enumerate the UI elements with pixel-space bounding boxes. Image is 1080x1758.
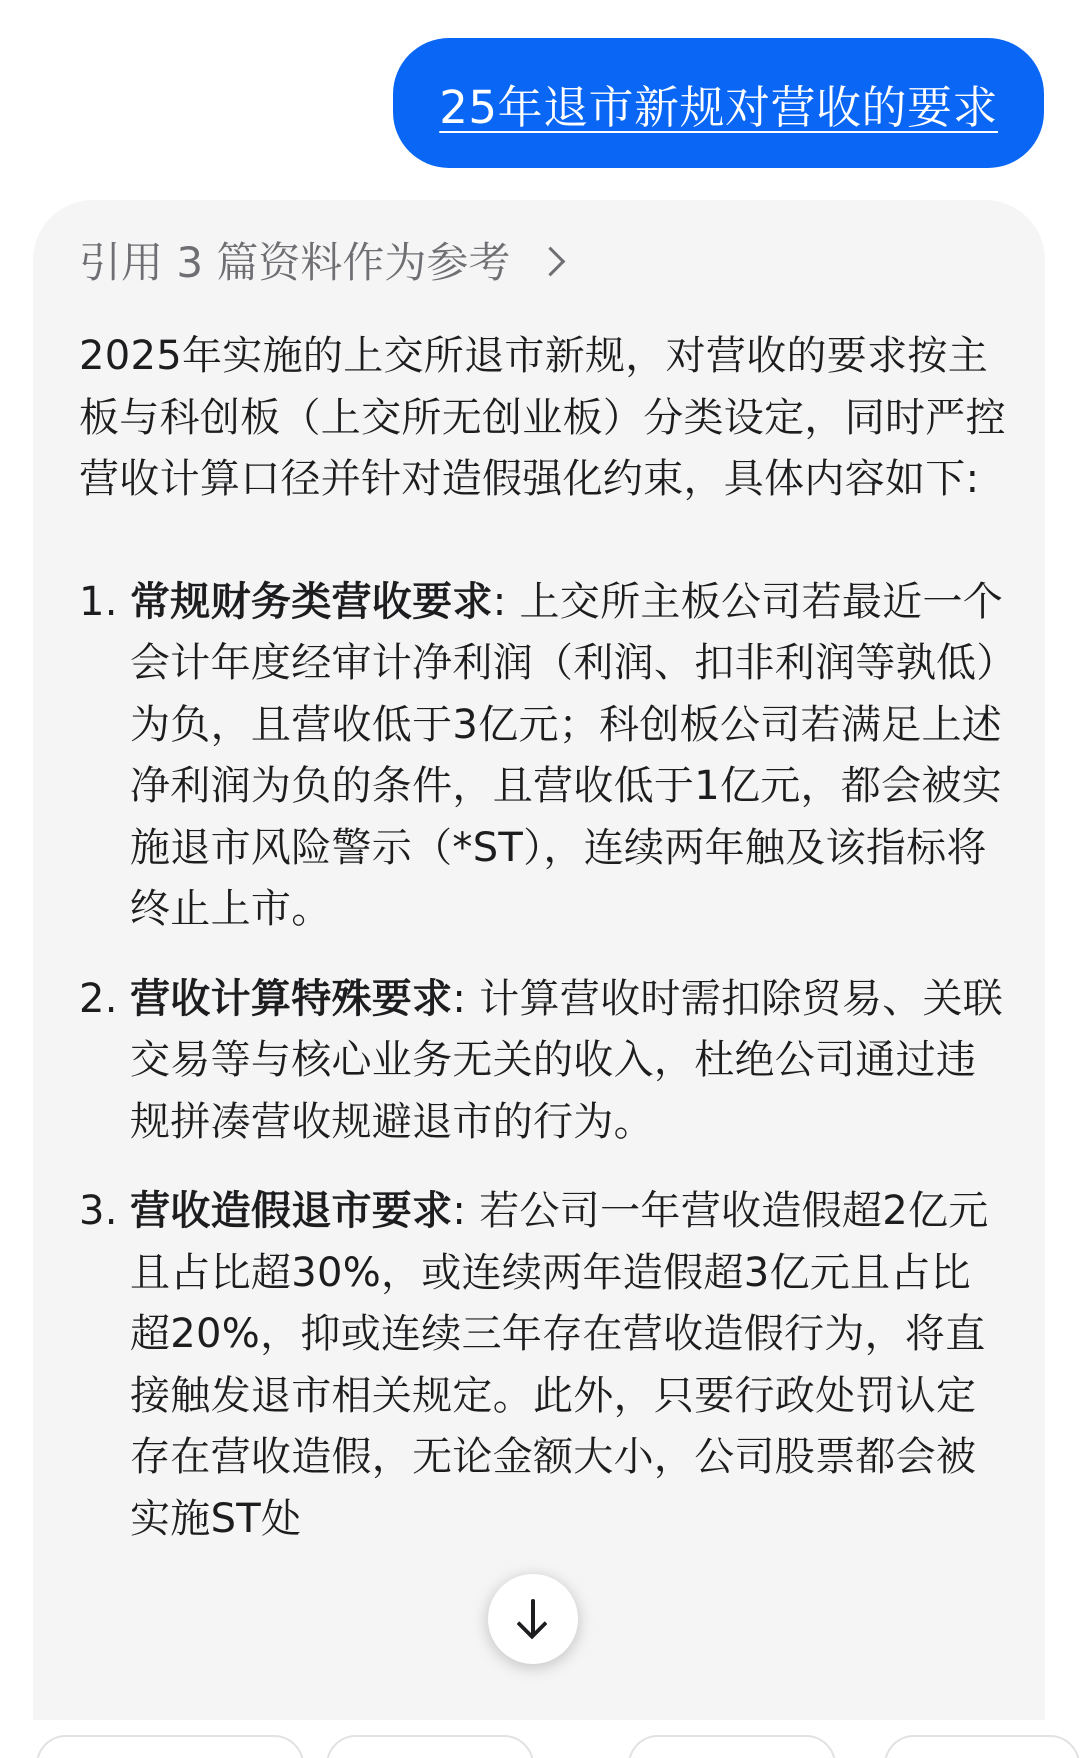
- arrow-down-icon: [513, 1597, 553, 1641]
- references-label: 引用 3 篇资料作为参考: [79, 238, 511, 287]
- scroll-to-bottom-button[interactable]: [488, 1574, 578, 1664]
- suggestion-chip[interactable]: [884, 1735, 1080, 1758]
- assistant-reply-card: [33, 200, 1045, 1720]
- list-item-body: : 若公司一年营收造假超2亿元且占比超30%，或连续两年造假超3亿元且占比超20%，抑或连续三年存在营收造假行为，将直接触发退市相关规定。此外，只要行政处罚认定存在营收造假，无论金额大小，公司股票都会被实施ST处: [130, 1188, 989, 1542]
- list-item-number: 2.: [79, 975, 118, 1022]
- user-message-bubble[interactable]: [393, 38, 1044, 168]
- list-item: [79, 1181, 1009, 1550]
- user-message-text[interactable]: 25年退市新规对营收的要求: [439, 80, 998, 134]
- list-item-title: 营收计算特殊要求: [130, 975, 453, 1022]
- list-item: [79, 572, 1009, 941]
- suggestion-chip[interactable]: [628, 1735, 836, 1758]
- suggestion-chips-row: [0, 1735, 1080, 1758]
- list-item-body: : 计算营收时需扣除贸易、关联交易等与核心业务无关的收入，杜绝公司通过违规拼凑营收规避退市的行为。: [130, 975, 1004, 1145]
- suggestion-chip[interactable]: [36, 1735, 304, 1758]
- list-item-title: 常规财务类营收要求: [130, 578, 493, 625]
- list-item-body: : 上交所主板公司若最近一个会计年度经审计净利润（利润、扣非利润等孰低）为负，且营收低于3亿元；科创板公司若满足上述净利润为负的条件，且营收低于1亿元，都会被实施退市风险警示（*ST），连续两年触及该指标将终止上市。: [130, 578, 1004, 932]
- list-item-number: 3.: [79, 1188, 118, 1234]
- references-toggle[interactable]: [79, 230, 561, 290]
- list-item: [79, 969, 1009, 1154]
- answer-list: [79, 572, 1009, 1551]
- chevron-right-icon: [536, 246, 566, 276]
- suggestion-chip[interactable]: [326, 1735, 534, 1758]
- list-item-title: 营收造假退市要求: [130, 1188, 453, 1234]
- list-item-number: 1.: [79, 578, 118, 625]
- answer-intro: 2025年实施的上交所退市新规，对营收的要求按主板与科创板（上交所无创业板）分类设定，同时严控营收计算口径并针对造假强化约束，具体内容如下:: [79, 333, 1006, 502]
- answer-body: [79, 326, 1009, 1578]
